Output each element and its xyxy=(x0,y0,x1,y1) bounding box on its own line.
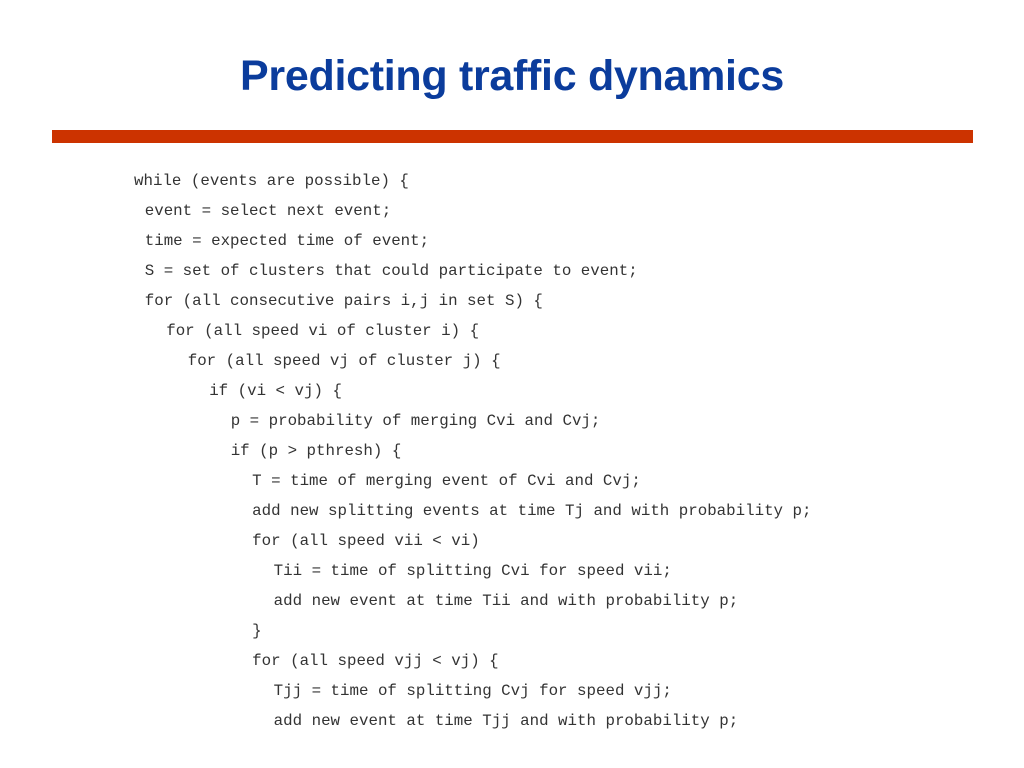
title-divider xyxy=(52,130,973,143)
code-line: if (vi < vj) { xyxy=(209,382,342,400)
code-line: S = set of clusters that could participate to event; xyxy=(144,262,638,280)
code-line: add new event at time Tii and with probability p; xyxy=(273,592,739,610)
code-line: for (all speed vj of cluster j) { xyxy=(187,352,501,370)
code-line: for (all speed vii < vi) xyxy=(252,532,480,550)
code-line: p = probability of merging Cvi and Cvj; xyxy=(230,412,601,430)
code-line: T = time of merging event of Cvi and Cvj; xyxy=(252,472,641,490)
code-line: for (all speed vjj < vj) { xyxy=(252,652,499,670)
code-line: time = expected time of event; xyxy=(144,232,430,250)
code-line: add new splitting events at time Tj and with probability p; xyxy=(252,502,812,520)
code-line: } xyxy=(252,622,262,640)
code-line: event = select next event; xyxy=(144,202,392,220)
code-line: while (events are possible) { xyxy=(134,172,409,190)
code-block xyxy=(134,168,811,738)
code-line: for (all consecutive pairs i,j in set S) { xyxy=(144,292,543,310)
code-line: Tii = time of splitting Cvi for speed vii; xyxy=(273,562,672,580)
code-line: add new event at time Tjj and with probability p; xyxy=(273,712,739,730)
slide-title: Predicting traffic dynamics xyxy=(240,52,784,100)
code-line: Tjj = time of splitting Cvj for speed vjj; xyxy=(273,682,672,700)
code-line: for (all speed vi of cluster i) { xyxy=(166,322,480,340)
code-line: if (p > pthresh) { xyxy=(230,442,402,460)
